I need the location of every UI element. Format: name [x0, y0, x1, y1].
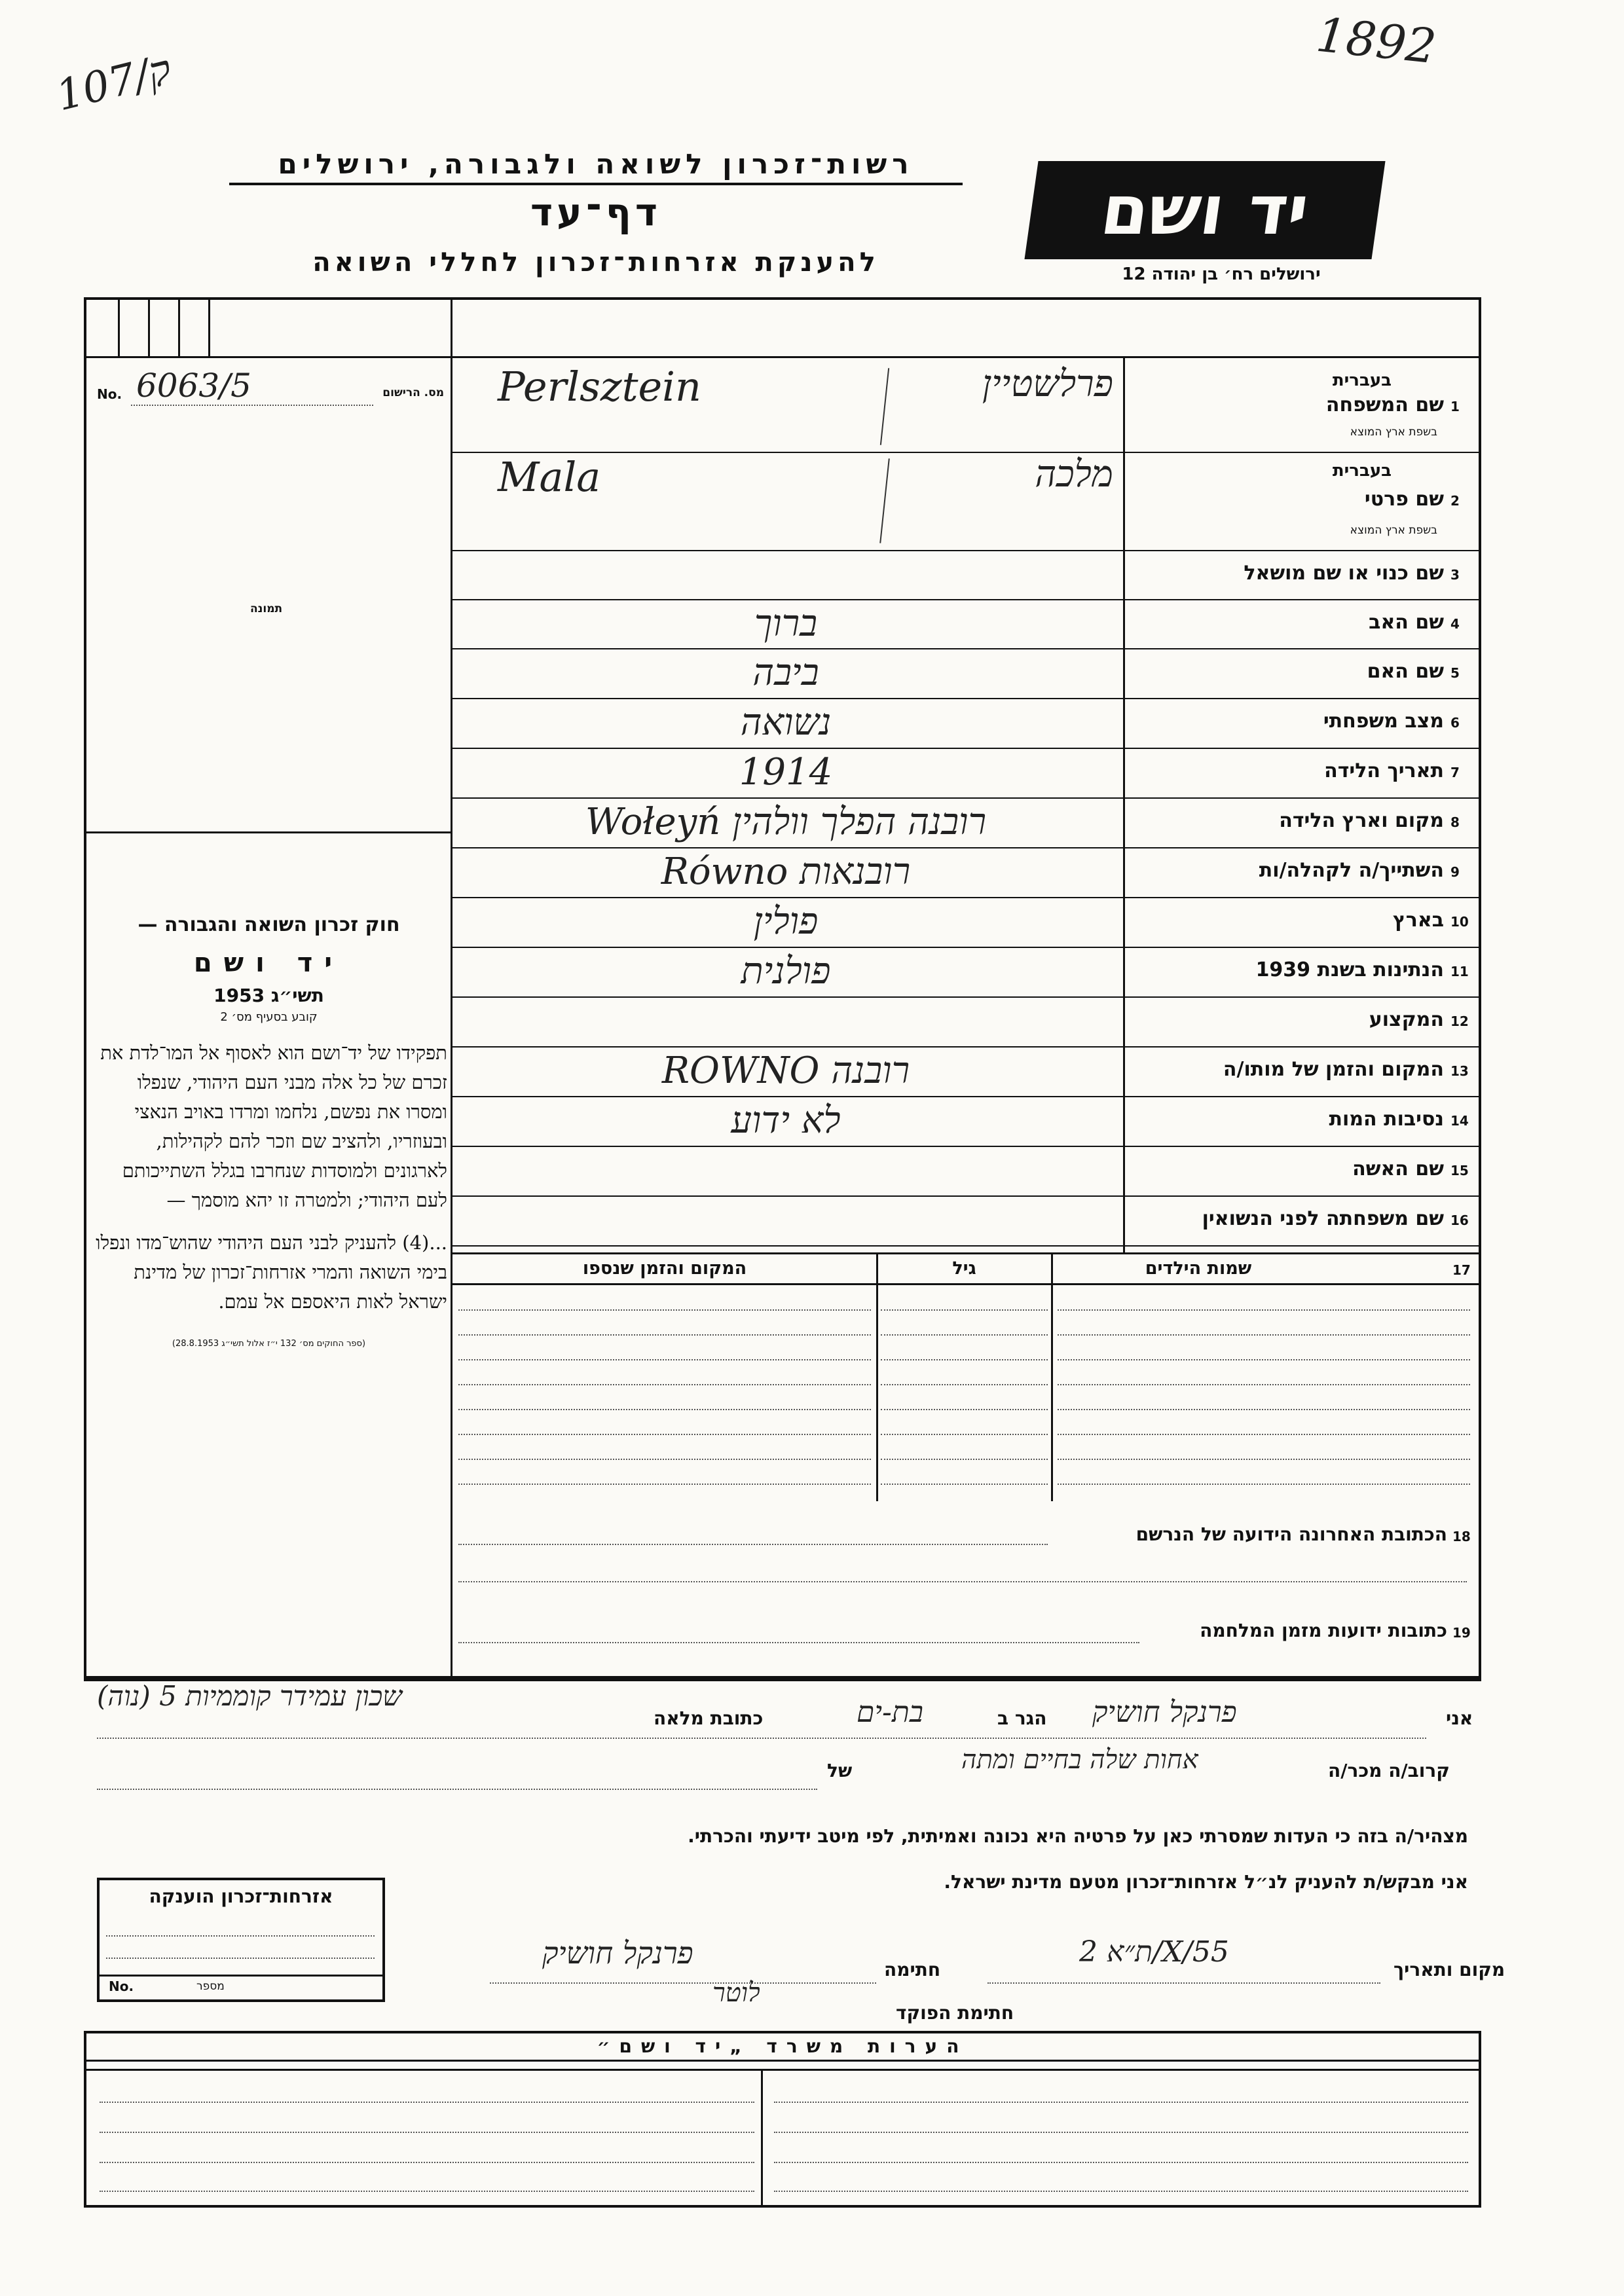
field-label: בארץ: [1392, 909, 1444, 932]
law-paragraph-2: ...(4) להעניק לבני העם היהודי שהוש־מדו ונפלו בימי השואה והמרי אזרחות־זכרון של מדינת ישראל לאות היאספם אל עמם.: [96, 1231, 447, 1313]
statement-text: מצהיר/ה בזה כי העדות שמסרתי כאן על פרטיה היא נכונה ואמיתית, לפי מיטב ידיעתי והכרתי.: [688, 1825, 1468, 1847]
field-label: שם האם: [1367, 660, 1444, 683]
field19-input[interactable]: [458, 1604, 1139, 1643]
form-subtitle: להענקת אזרחות־זכרון לחללי השואה: [312, 247, 879, 278]
field18-input[interactable]: [458, 1506, 1048, 1545]
field-label: שם האב: [1369, 610, 1444, 634]
field18-num: 18: [1452, 1529, 1471, 1544]
field-label: השתייך/ה לקהלה/ות: [1259, 859, 1444, 882]
full-address-label: כתובת מלאה: [654, 1707, 764, 1729]
hebrew-tag: בעברית: [1332, 371, 1392, 390]
field-number: 5: [1450, 665, 1460, 681]
field19-num: 19: [1452, 1625, 1471, 1641]
city-value[interactable]: בת-ים: [857, 1696, 923, 1729]
field-value[interactable]: ביבה: [752, 651, 819, 694]
citizenship-stamp-box: [97, 1878, 385, 2002]
of-label: של: [827, 1760, 853, 1781]
photo-label: תמונה: [250, 602, 283, 615]
field-label: הנתינות בשנת 1939: [1255, 958, 1444, 981]
relation-value[interactable]: אחות שלה בחיים ומתה: [961, 1745, 1198, 1775]
children-num: 17: [1452, 1262, 1471, 1278]
office-remarks-box: [84, 2031, 1481, 2208]
signature-label: חתימה: [884, 1959, 941, 1980]
corner-file-mark: ק/107: [51, 45, 177, 121]
field-number: 16: [1450, 1212, 1469, 1228]
stamp-mispar: מספר: [196, 1980, 225, 1993]
place-date-label: מקום ותאריך: [1393, 1959, 1505, 1980]
law-year: תשי״ג 1953: [213, 985, 324, 1006]
field-value[interactable]: רובנאות Równo: [661, 850, 911, 893]
field-number: 6: [1450, 715, 1460, 731]
field-number: 10: [1450, 914, 1469, 930]
field-value[interactable]: פולנית: [741, 950, 831, 993]
hebrew-tag: בעברית: [1332, 461, 1392, 481]
field-number: 1: [1450, 399, 1460, 414]
field-label: שם האשה: [1352, 1157, 1444, 1180]
field-value[interactable]: לא ידוע: [731, 1099, 841, 1142]
law-source: (ספר החוקים מס׳ 132 י״ז אלול תשי״ג 28.8.1953): [172, 1339, 366, 1349]
office-remarks-title: הערות משרד „יד ושם״: [86, 2033, 1479, 2062]
photo-area: [86, 419, 448, 825]
law-paragraph-1: תפקידו של יד־ושם הוא לאסוף אל המו־לדת את זכרם של כל אלה מבני העם היהודי, שנפלו ומסרו את נפשם, נלחמו ומרדו באויב הנאצי ובעוזריו, ולהציב שם וזכר להם לקהילות, לארגונים ולמוסדות שנחרבו בגלל השתייכותם לעם היהודי; ולמטרה זו יהא מוסמך —: [100, 1042, 447, 1211]
value-origin-language[interactable]: Mala: [498, 453, 601, 501]
value-origin-language[interactable]: Perlsztein: [498, 363, 701, 410]
registration-number: 6063/5: [136, 367, 251, 405]
field-value[interactable]: רובנה ROWNO: [661, 1049, 910, 1092]
field-value[interactable]: ברוך: [754, 602, 818, 645]
value-hebrew[interactable]: מלכה: [1035, 453, 1113, 496]
field-label: מצב משפחתי: [1323, 710, 1444, 733]
declarant-name[interactable]: פרנקל חושיק: [1092, 1696, 1237, 1729]
authority-line: רשות־זכרון לשואה ולגבורה, ירושלים: [229, 148, 963, 185]
field-value[interactable]: רובנה הפלך וולהין Wołeyń: [585, 801, 987, 843]
ani-label: אני: [1446, 1707, 1473, 1729]
yad-vashem-logo: יד ושם: [1024, 161, 1385, 259]
registration-field[interactable]: [97, 367, 451, 406]
resides-label: הגר ב: [997, 1707, 1047, 1729]
field18-label: הכתובת האחרונה הידועה של הנרשם: [1135, 1523, 1447, 1545]
field-number: 15: [1450, 1163, 1469, 1178]
field-label: מקום וארץ הלידה: [1279, 809, 1444, 832]
field-label: המקום והזמן של מותו/ה: [1223, 1058, 1444, 1081]
field-value[interactable]: פולין: [753, 900, 819, 943]
place-date-value[interactable]: ת״א 2/X/55: [1079, 1935, 1229, 1969]
field-label: שם כנוי או שם מושאל: [1244, 561, 1444, 585]
field-number: 14: [1450, 1113, 1469, 1129]
field-label: המקצוע: [1369, 1008, 1444, 1031]
field-number: 12: [1450, 1013, 1469, 1029]
field-number: 8: [1450, 814, 1460, 830]
corner-number-mark: 1892: [1314, 7, 1439, 75]
request-text: אני מבקש/ת להעניק לנ״ל אזרחות־זכרון מטעם מדינת ישראל.: [944, 1871, 1468, 1893]
officer-signature-label: חתימת הפוקד: [896, 2002, 1014, 2024]
field-number: 2: [1450, 493, 1460, 509]
signature-value[interactable]: פרנקל חושיק: [542, 1935, 693, 1971]
field-number: 4: [1450, 615, 1460, 632]
origin-language-tag: בשפת ארץ המוצא: [1350, 426, 1437, 439]
field19-label: כתובות ידועות מזמן המלחמה: [1200, 1620, 1447, 1641]
field-number: 3: [1450, 566, 1460, 583]
field-label: שם פרטי: [1364, 488, 1444, 511]
address-line: ירושלים רח׳ בן יהודה 12: [1122, 264, 1321, 284]
relative-label: קרוב/ה מכר/ה: [1328, 1760, 1450, 1781]
stamp-no: No.: [109, 1978, 134, 1994]
law-box: [90, 913, 447, 1349]
field-label: שם משפחתה לפני הנשואין: [1202, 1207, 1444, 1230]
field-number: 7: [1450, 765, 1460, 780]
children-age-header: גיל: [952, 1258, 976, 1279]
children-place-header: המקום והזמן שנספו: [582, 1258, 747, 1279]
field-number: 13: [1450, 1063, 1469, 1079]
address-value[interactable]: שכון עמידר קוממיות 5 (נוה): [97, 1680, 403, 1712]
value-hebrew[interactable]: פרלשטיין: [982, 363, 1113, 405]
origin-language-tag: בשפת ארץ המוצא: [1350, 524, 1437, 537]
field-value[interactable]: נשואה: [740, 701, 832, 744]
law-clause: קובע בסעיף מס׳ 2: [220, 1010, 318, 1024]
field-label: נסיבות המות: [1329, 1108, 1444, 1131]
officer-signature-value[interactable]: לוטר: [712, 1978, 760, 2008]
field-label: תאריך הלידה: [1324, 759, 1444, 782]
registration-label: מס. הרישום: [382, 386, 444, 399]
field-label: שם המשפחה: [1325, 393, 1444, 416]
field-value[interactable]: 1914: [739, 751, 833, 793]
law-name: יד ושם: [193, 948, 344, 978]
stamp-title: אזרחות־זכרון הוענקה: [149, 1886, 333, 1907]
field-number: 11: [1450, 964, 1469, 979]
field-number: 9: [1450, 864, 1460, 880]
form-title: דף־עד: [530, 190, 662, 234]
children-names-header: שמות הילדים: [1145, 1258, 1252, 1279]
registration-no-label: No.: [97, 386, 122, 402]
law-title: חוק זכרון השואה והגבורה —: [138, 913, 400, 936]
